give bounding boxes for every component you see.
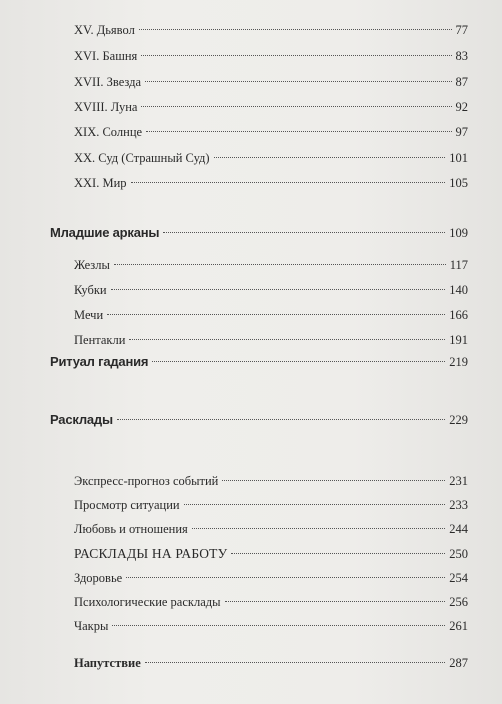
toc-entry-judgement — [74, 147, 468, 169]
toc-entry-situation-review — [74, 494, 468, 516]
toc-entry-label: РАСКЛАДЫ НА РАБОТУ — [74, 546, 228, 561]
toc-entry-health — [74, 567, 468, 589]
toc-page-number: 233 — [449, 498, 468, 512]
toc-entry-love-relationships — [74, 518, 468, 540]
toc-entry-label: Психологические расклады — [74, 595, 221, 609]
toc-page-number: 231 — [449, 474, 468, 488]
toc-page-number: 117 — [449, 258, 468, 272]
toc-entry-label: Здоровье — [74, 571, 123, 585]
leader-dots — [114, 264, 446, 265]
toc-entry-afterword — [74, 652, 468, 674]
toc-section-minor-arcana — [50, 222, 468, 244]
toc-page-number: 229 — [449, 413, 468, 427]
toc-page-number: 287 — [449, 656, 468, 670]
toc-page-number: 87 — [455, 75, 468, 89]
toc-entry-label: XX. Суд (Страшный Суд) — [74, 151, 210, 165]
toc-page-number: 219 — [449, 355, 468, 369]
toc-entry-label: Экспресс-прогноз событий — [74, 474, 219, 488]
toc-page-number: 250 — [449, 547, 468, 561]
leader-dots — [163, 232, 445, 233]
toc-page-number: 140 — [449, 283, 468, 297]
toc-entry-devil — [74, 19, 468, 41]
leader-dots — [139, 29, 452, 30]
leader-dots — [117, 419, 445, 420]
leader-dots — [126, 577, 445, 578]
leader-dots — [141, 55, 451, 56]
leader-dots — [231, 553, 445, 554]
leader-dots — [145, 81, 451, 82]
toc-entry-label: XVIII. Луна — [74, 100, 138, 114]
toc-entry-label: Пентакли — [74, 333, 126, 347]
toc-page-number: 77 — [455, 23, 468, 37]
toc-entry-psychological-spreads — [74, 591, 468, 613]
toc-entry-label: XXI. Мир — [74, 176, 127, 190]
toc-entry-label: Жезлы — [74, 258, 110, 272]
toc-entry-chakras — [74, 615, 468, 637]
toc-entry-label: Мечи — [74, 308, 104, 322]
leader-dots — [112, 625, 445, 626]
toc-entry-wands — [74, 254, 468, 276]
toc-section-label: Младшие арканы — [50, 225, 160, 240]
leader-dots — [214, 157, 446, 158]
leader-dots — [184, 504, 446, 505]
toc-page-number: 109 — [449, 226, 468, 240]
toc-section-spreads — [50, 409, 468, 431]
toc-entry-pentacles — [74, 329, 468, 351]
toc-entry-label: Напутствие — [74, 656, 141, 670]
toc-page-number: 101 — [449, 151, 468, 165]
toc-entry-swords — [74, 304, 468, 326]
leader-dots — [146, 131, 451, 132]
toc-section-label: Расклады — [50, 412, 113, 427]
toc-entry-star — [74, 71, 468, 93]
toc-entry-world — [74, 172, 468, 194]
leader-dots — [192, 528, 445, 529]
toc-entry-tower — [74, 45, 468, 67]
toc-entry-sun — [74, 121, 468, 143]
toc-entry-label: Просмотр ситуации — [74, 498, 180, 512]
leader-dots — [131, 182, 446, 183]
toc-page-number: 261 — [449, 619, 468, 633]
toc-page-number: 97 — [455, 125, 468, 139]
toc-entry-moon — [74, 96, 468, 118]
leader-dots — [225, 601, 446, 602]
toc-entry-label: Любовь и отношения — [74, 522, 188, 536]
toc-entry-cups — [74, 279, 468, 301]
leader-dots — [141, 106, 451, 107]
toc-entry-label: XVI. Башня — [74, 49, 138, 63]
toc-page-number: 105 — [449, 176, 468, 190]
leader-dots — [152, 361, 445, 362]
toc-page-number: 256 — [449, 595, 468, 609]
toc-page-number: 191 — [449, 333, 468, 347]
toc-page-number: 166 — [449, 308, 468, 322]
toc-entry-express-forecast — [74, 470, 468, 492]
toc-section-ritual — [50, 351, 468, 373]
toc-page-number: 92 — [455, 100, 468, 114]
leader-dots — [107, 314, 445, 315]
toc-entry-label: Чакры — [74, 619, 109, 633]
toc-entry-label: XIX. Солнце — [74, 125, 143, 139]
leader-dots — [111, 289, 446, 290]
toc-page-number: 83 — [455, 49, 468, 63]
toc-page-number: 244 — [449, 522, 468, 536]
toc-entry-label: XVII. Звезда — [74, 75, 142, 89]
toc-entry-label: XV. Дьявол — [74, 23, 135, 37]
toc-page-number: 254 — [449, 571, 468, 585]
toc-entry-label: Кубки — [74, 283, 107, 297]
leader-dots — [145, 662, 446, 663]
toc-section-label: Ритуал гадания — [50, 354, 149, 369]
toc-entry-work-spreads — [74, 543, 468, 565]
leader-dots — [129, 339, 445, 340]
leader-dots — [222, 480, 445, 481]
